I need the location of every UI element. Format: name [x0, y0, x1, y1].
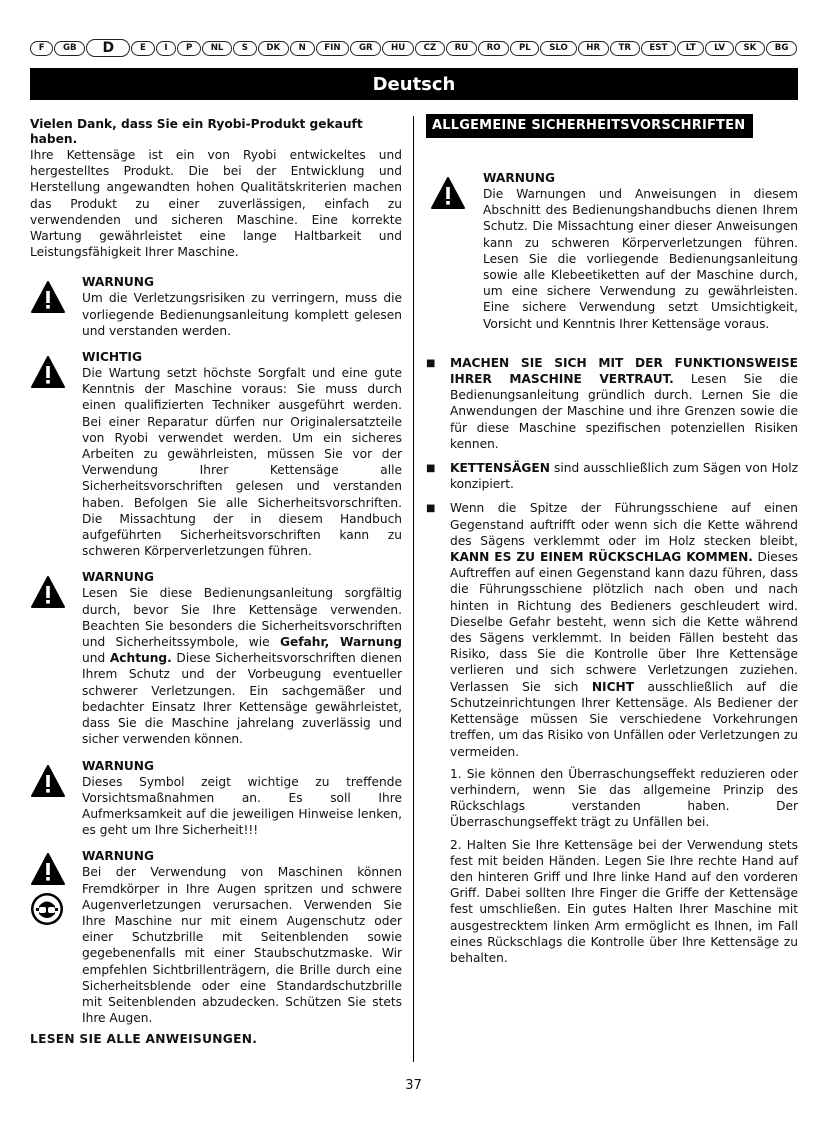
page-title: Deutsch: [30, 68, 798, 100]
bullet-square-icon: ■: [426, 503, 436, 515]
lang-tab-dk[interactable]: DK: [258, 41, 289, 56]
column-divider: [413, 116, 414, 1062]
warning-title: WARNUNG: [483, 171, 556, 185]
lang-tab-p[interactable]: P: [177, 41, 201, 56]
lang-tab-pl[interactable]: PL: [510, 41, 539, 56]
warning-text: Bei der Verwendung von Maschinen können Fremdkörper in Ihre Augen spritzen und schwere Augenverletzungen verursachen. Verwenden Sie Ihre Maschine nur mit einem Augenschutz oder einer Schutzbrille mit Seitenblenden sowie gegebenenfalls mit einer Staubschutzmaske. Wir empfehlen Sichtbrillenträgern, die Brille durch eine Sicherheitsblende oder eine Standardschutzbrille mit Seitenblenden abzudecken. Schützen Sie stets Ihre Augen.: [82, 865, 402, 1026]
warning-title: WARNUNG: [82, 849, 155, 864]
lang-tab-tr[interactable]: TR: [610, 41, 640, 56]
lang-tab-e[interactable]: E: [131, 41, 154, 56]
lang-tab-f[interactable]: F: [30, 41, 53, 56]
lang-tab-slo[interactable]: SLO: [540, 41, 576, 56]
eye-protection-icon: [30, 892, 64, 926]
lang-tab-gr[interactable]: GR: [350, 41, 381, 56]
warning-text: Lesen Sie diese Bedienungsanleitung sorgfältig durch, bevor Sie Ihre Kettensäge verwenden. Beachten Sie besonders die Sicherheitsvorschriften und Sicherheitssymbole, wie Gefahr, Warnung und Achtung. Diese Sicherheitsvorschriften dienen Ihrem Schutz und der Vorbeugung eventueller schwerer Verletzungen. Ein sachgemäßer und bedachter Einsatz Ihrer Kettensäge gewährleistet, dass Sie die Maschine jahrelang zuverlässig und sicher verwenden können.: [82, 586, 402, 747]
warning-block-4: [30, 758, 402, 839]
lang-tab-gb[interactable]: GB: [54, 41, 85, 56]
numbered-item: 1. Sie können den Überraschungseffekt reduzieren oder verhindern, wenn Sie das allgemeine Prinzip des Rückschlags verstanden haben. Der Überraschungseffekt trägt zu Unfällen bei.: [450, 766, 798, 830]
lang-tab-s[interactable]: S: [233, 41, 257, 56]
bullet-square-icon: ■: [426, 463, 436, 475]
warning-triangle-icon: [30, 355, 66, 389]
intro-heading: Vielen Dank, dass Sie ein Ryobi-Produkt gekauft haben.: [30, 117, 363, 146]
warning-block-1: [30, 274, 402, 339]
bullet-square-icon: ■: [426, 357, 436, 369]
warning-title: WARNUNG: [82, 758, 155, 773]
language-tabs: [30, 39, 798, 57]
warning-triangle-icon: [30, 764, 66, 798]
warning-title: WARNUNG: [82, 570, 155, 585]
warning-text: Die Warnungen und Anweisungen in diesem Abschnitt des Bedienungshandbuchs dienen Ihrem Schutz. Die Missachtung einer dieser Anweisungen kann zu schweren Körperverletzungen führen. Lesen Sie die vorliegende Bedienungsanleitung sowie alle Klebeetiketten auf der Maschine durch, um eine sichere Verwendung zu gewährleisten. Eine sichere Verwendung setzt Umsichtigkeit, Vorsicht und Kenntnis Ihrer Kettensäge voraus.: [483, 187, 798, 331]
right-column: [426, 114, 798, 974]
warning-title: WICHTIG: [82, 350, 142, 365]
general-warning-block: [426, 170, 798, 332]
warning-title: WARNUNG: [82, 275, 155, 290]
lang-tab-nl[interactable]: NL: [202, 41, 232, 56]
warning-triangle-icon: [30, 575, 66, 609]
warning-block-5: [30, 848, 402, 1026]
lang-tab-d[interactable]: D: [86, 39, 130, 57]
lang-tab-sk[interactable]: SK: [735, 41, 765, 56]
lang-tab-hr[interactable]: HR: [578, 41, 609, 56]
bullet-item: ■ KETTENSÄGEN sind ausschließlich zum Sägen von Holz konzipiert.: [426, 461, 798, 492]
left-column: [30, 117, 402, 1046]
lang-tab-ro[interactable]: RO: [478, 41, 509, 56]
numbered-item: 2. Halten Sie Ihre Kettensäge bei der Verwendung stets fest mit beiden Händen. Legen Sie Ihre rechte Hand auf den hinteren Griff und Ihre linke Hand auf den vorderen Griff. Dabei sollten Ihre Finger die Griffe der Kettensäge fest umschließen. Ein gutes Halten Ihrer Maschine mit ausgestrecktem linken Arm ermöglicht es Ihnen, im Fall eines Rückschlags die Kontrolle über Ihre Kettensäge zu behalten.: [450, 837, 798, 965]
warning-block-2: [30, 349, 402, 559]
intro-text: Ihre Kettensäge ist ein von Ryobi entwickeltes und hergestelltes Produkt. Die bei der Entwicklung und Herstellung angewandten hohen Qualitätskriterien machen das Produkt zu einer zuverlässigen, einfach zu verwendenden und sicheren Maschine. Eine korrekte Wartung gewährleistet eine lange Haltbarkeit und Leistungsfähigkeit Ihrer Maschine.: [30, 148, 402, 260]
warning-text: Dieses Symbol zeigt wichtige zu treffende Vorsichtsmaßnahmen an. Es soll Ihre Aufmerksamkeit auf die jeweiligen Hinweise lenken, es geht um Ihre Sicherheit!!!: [82, 774, 402, 838]
read-all-instructions: LESEN SIE ALLE ANWEISUNGEN.: [30, 1032, 258, 1047]
warning-triangle-icon: [30, 852, 66, 886]
lang-tab-bg[interactable]: BG: [766, 41, 797, 56]
lang-tab-fin[interactable]: FIN: [316, 41, 350, 56]
lang-tab-est[interactable]: EST: [641, 41, 676, 56]
lang-tab-hu[interactable]: HU: [382, 41, 414, 56]
lang-tab-cz[interactable]: CZ: [415, 41, 445, 56]
warning-text: Die Wartung setzt höchste Sorgfalt und eine gute Kenntnis der Maschine voraus: Sie muss durch einen qualifizierten Techniker ausgeführt werden. Bei einer Reparatur dürfen nur Originalersatzteile von Ryobi verwendet werden. Um ein sicheres Arbeiten zu gewährleisten, müssen Sie vor der Verwendung Ihrer Kettensäge alle Sicherheitsvorschriften gelesen und verstanden haben. Befolgen Sie alle Sicherheitsvorschriften. Die Missachtung der in diesem Handbuch aufgeführten Sicherheitsvorschriften kann zu schweren Körperverletzungen führen.: [82, 366, 402, 559]
lang-tab-n[interactable]: N: [290, 41, 315, 56]
bullet-item: ■ MACHEN SIE SICH MIT DER FUNKTIONSWEISE IHRER MASCHINE VERTRAUT. Lesen Sie die Bedienungsanleitung gründlich durch. Lernen Sie die Anwendungen der Maschine und ihre Grenzen sowie die für diese Maschine spezifischen potenziellen Risiken kennen.: [426, 355, 798, 451]
bullet-item: ■ Wenn die Spitze der Führungsschiene auf einen Gegenstand auftrifft oder wenn sich die Kette während des Sägens verklemmt oder im Holz stecken bleibt, KANN ES ZU EINEM RÜCKSCHLAG KOMMEN. Dieses Auftreffen auf einen Gegenstand kann dazu führen, dass die Führungsschiene plötzlich nach oben und nach hinten in Richtung des Bedieners geschleudert wird. Dieselbe Gefahr besteht, wenn sich die Kette während des Sägens verklemmt. In beiden Fällen besteht das Risiko, dass Sie die Kontrolle über Ihre Kettensäge verlieren und sich schwere Verletzungen zuziehen. Verlassen Sie sich NICHT ausschließlich auf die Schutzeinrichtungen Ihrer Kettensäge. Als Bediener der Kettensäge müssen Sie verschiedene Vorkehrungen treffen, um das Risiko von Unfällen oder Verletzungen zu vermeiden. 1. Sie können den Überraschungseffekt reduzieren oder verhindern, wenn Sie das allgemeine Prinzip des Rückschlags verstanden haben. Der Überraschungseffekt trägt zu Unfällen bei. 2. Halten Sie Ihre Kettensäge bei der Verwendung stets fest mit beiden Händen. Legen Sie Ihre rechte Hand auf den hinteren Griff und Ihre linke Hand auf den vorderen Griff. Dabei sollten Ihre Finger die Griffe der Kettensäge fest umschließen. Ein gutes Halten Ihrer Maschine mit ausgestrecktem linken Arm ermöglicht es Ihnen, im Fall eines Rückschlags die Kontrolle über Ihre Kettensäge zu behalten.: [426, 501, 798, 965]
warning-triangle-icon: [30, 280, 66, 314]
warning-triangle-icon: [430, 176, 466, 210]
page-number: 37: [405, 1078, 422, 1093]
warning-block-3: [30, 569, 402, 747]
lang-tab-ru[interactable]: RU: [446, 41, 477, 56]
lang-tab-i[interactable]: I: [156, 41, 177, 56]
lang-tab-lv[interactable]: LV: [705, 41, 733, 56]
safety-bullets: [426, 355, 798, 966]
section-heading: ALLGEMEINE SICHERHEITSVORSCHRIFTEN: [426, 114, 753, 138]
lang-tab-lt[interactable]: LT: [677, 41, 704, 56]
warning-text: Um die Verletzungsrisiken zu verringern, muss die vorliegende Bedienungsanleitung komplett gelesen und verstanden werden.: [82, 291, 402, 338]
